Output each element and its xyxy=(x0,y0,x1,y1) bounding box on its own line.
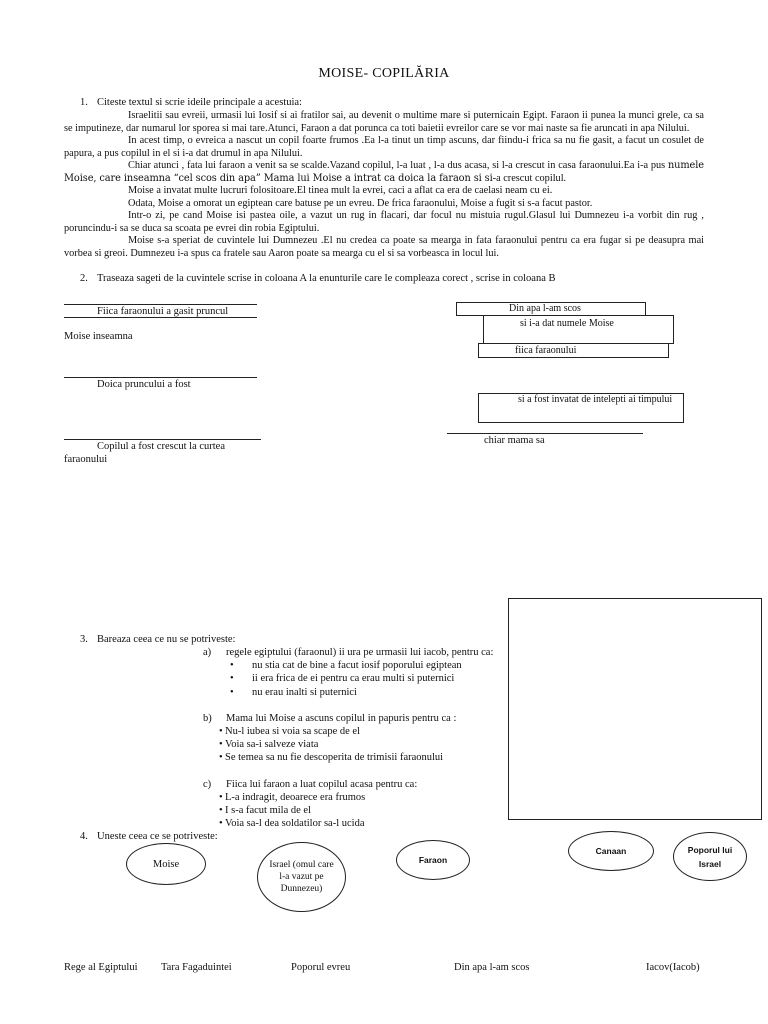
page-title: MOISE- COPILĂRIA xyxy=(318,66,450,81)
q1-paragraph-3: Chiar atunci , fata lui faraon a venit sa se scalde.Vazand copilul, l-a luat , l-a dus acasa, si l-a crescut in casa faraonului.Ea i-a pus numele Moise, care inseamna “cel scos din apa” Mama lui Moise a intrat ca doica la faraon si si-a crescut copilul. xyxy=(64,160,704,184)
q3b-option-3: • Se temea sa nu fie descoperita de trimisii faraonului xyxy=(219,752,444,763)
q1-paragraph-6: Intr-o zi, pe cand Moise isi pastea oile, a vazut un rug in flacari, dar focul nu mistuia rugul.Glasul lui Dumnezeu i-a vorbit din rug , poruncindu-i sa se duca sa scoata pe evrei din robia Egiptului. xyxy=(64,210,704,234)
q3a-label: a) xyxy=(203,647,212,658)
answer-5: Iacov(Iacob) xyxy=(646,962,700,973)
answer-2: Tara Fagaduintei xyxy=(161,962,232,973)
q3c-option-3: • Voia sa-l dea soldatilor sa-l ucida xyxy=(219,818,365,829)
colA-line-1 xyxy=(64,304,257,305)
q1-paragraph-1: Israelitii sau evreii, urmasii lui Iosif si ai fratilor sai, au devenit o multime mare si puternicain Egipt. Faraon ii punea la munci grele, ca sa se imputineze, dar numarul lor sporea si mai tare.Atunci, Faraon a dat porunca ca toti baietii evreilor care se vor mai naste sa fie aruncati in apa Nilului. xyxy=(64,110,704,134)
oval-faraon: Faraon xyxy=(396,840,470,880)
q3-number: 3. xyxy=(80,634,88,645)
q1-text xyxy=(64,110,704,260)
colB-item-5: chiar mama sa xyxy=(484,435,545,446)
q3c-option-1: • L-a indragit, deoarece era frumos xyxy=(219,792,366,803)
oval-moise: Moise xyxy=(126,843,206,885)
answer-1: Rege al Egiptului xyxy=(64,962,138,973)
q1-paragraph-5: Odata, Moise a omorat un egiptean care batuse pe un evreu. De frica faraonului, Moise a fugit si s-a facut pastor. xyxy=(128,197,593,209)
q3b-stem: Mama lui Moise a ascuns copilul in papuris pentru ca : xyxy=(226,713,457,724)
q3c-option-2: • I s-a facut mila de el xyxy=(219,805,311,816)
q1-paragraph-7: Moise s-a speriat de cuvintele lui Dumnezeu .El nu credea ca poate sa mearga in fata faraonului pentru ca era fugar si pe deasupra mai vorbea si greoi. Dumnezeu i-a spus ca fratele sau Aaron poate sa mearga cu el si sa vorbeasca in locul lui. xyxy=(64,235,704,259)
q1-paragraph-4: Moise a invatat multe lucruri folositoare.El tinea mult la evrei, caci a aflat ca era de caelasi neam cu ei. xyxy=(128,185,553,196)
colB-item-3: fiica faraonului xyxy=(478,343,669,358)
blank-drawing-box xyxy=(508,598,762,820)
q3-prompt: Bareaza ceea ce nu se potriveste: xyxy=(97,634,236,645)
colB-item-2: si i-a dat numele Moise xyxy=(483,315,674,344)
colB-line-5 xyxy=(447,433,643,434)
colA-item-2: Moise inseamna xyxy=(64,331,133,342)
q3a-option-1: • nu stia cat de bine a facut iosif poporului egiptean xyxy=(230,660,462,671)
q4-prompt: Uneste ceea ce se potriveste: xyxy=(97,831,218,842)
colA-item-3: Doica pruncului a fost xyxy=(97,379,191,390)
colB-item-1: Din apa l-am scos xyxy=(456,302,646,316)
colA-line-4 xyxy=(64,439,261,440)
q3a-stem: regele egiptului (faraonul) ii ura pe urmasii lui iacob, pentru ca: xyxy=(226,647,494,658)
q2-prompt: Traseaza sageti de la cuvintele scrise in coloana A la enunturile care le compleaza corect , scrise in coloana B xyxy=(97,273,556,284)
q1-number: 1. xyxy=(80,97,88,108)
colB-item-4: si a fost invatat de intelepti ai timpului xyxy=(478,393,684,423)
q3b-option-2: • Voia sa-i salveze viata xyxy=(219,739,319,750)
q1-paragraph-2: In acest timp, o evreica a nascut un copil foarte frumos .Ea l-a tinut un timp ascuns, dar fiindu-i frica sa nu fie gasit, a facut un cosulet de papura, a pus copilul in el si i-a dat drumul in apa Nilului. xyxy=(64,135,704,159)
answer-3: Poporul evreu xyxy=(291,962,351,973)
colA-line-2 xyxy=(64,317,257,318)
q3b-label: b) xyxy=(203,713,212,724)
q2-number: 2. xyxy=(80,273,88,284)
oval-israel: Israel (omul care l-a vazut pe Dunnezeu) xyxy=(257,842,346,912)
oval-poporul-lui-israel: Poporul lui Israel xyxy=(673,832,747,881)
answer-4: Din apa l-am scos xyxy=(454,962,530,973)
colA-item-4: Copilul a fost crescut la curtea faraonului xyxy=(64,441,225,465)
q3c-label: c) xyxy=(203,779,212,790)
colA-item-1: Fiica faraonului a gasit pruncul xyxy=(97,306,229,317)
q1-prompt: Citeste textul si scrie ideile principale a acestuia: xyxy=(97,97,302,108)
q3b-option-1: • Nu-l iubea si voia sa scape de el xyxy=(219,726,360,737)
q3a-option-2: • ii era frica de ei pentru ca erau multi si puternici xyxy=(230,673,455,684)
q3c-stem: Fiica lui faraon a luat copilul acasa pentru ca: xyxy=(226,779,418,790)
q4-number: 4. xyxy=(80,831,88,842)
q3a-option-3: • nu erau inalti si puternici xyxy=(230,687,357,698)
oval-canaan: Canaan xyxy=(568,831,654,871)
colA-line-3 xyxy=(64,377,257,378)
